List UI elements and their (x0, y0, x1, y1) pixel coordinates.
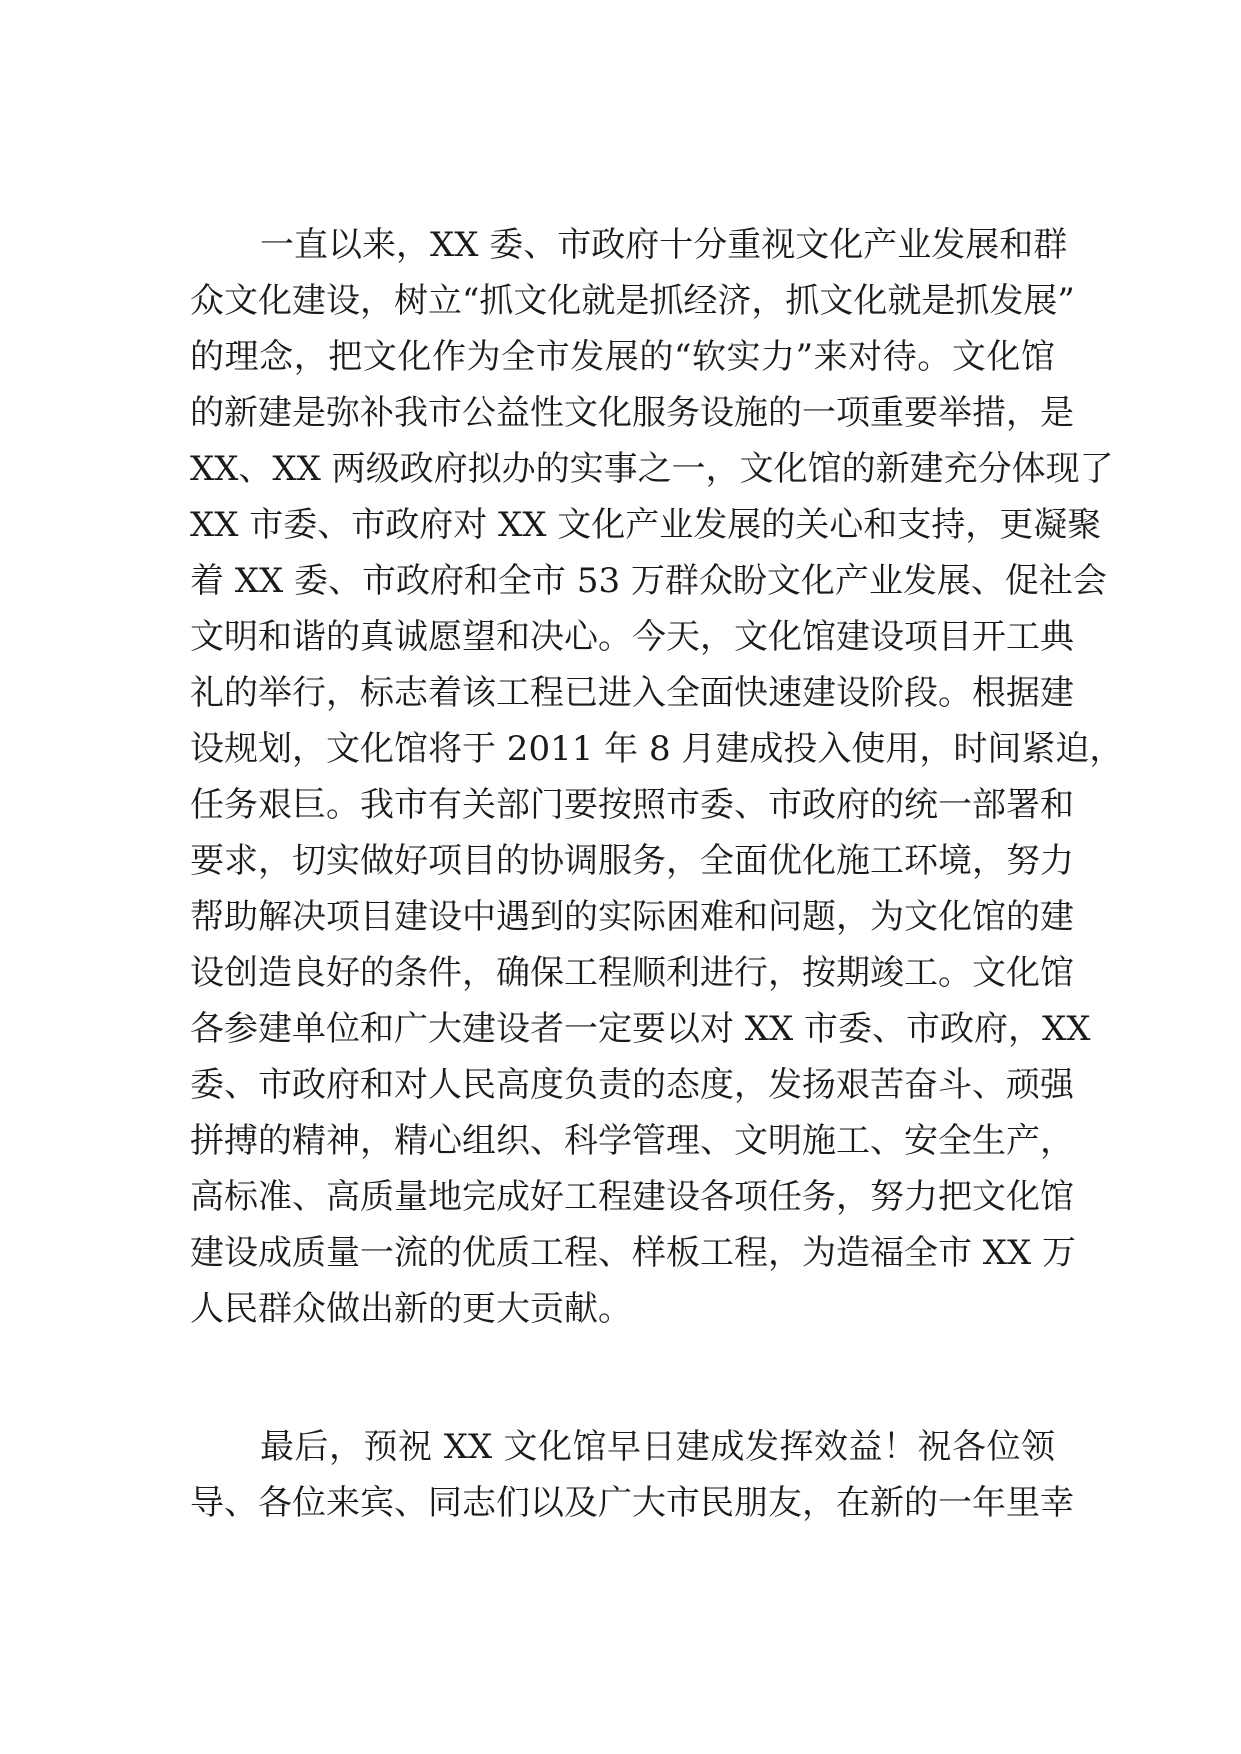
paragraph-1-line: 人民群众做出新的更大贡献。 (190, 1289, 632, 1329)
paragraph-2-line: 导、各位来宾、同志们以及广大市民朋友，在新的一年里幸 (190, 1483, 1074, 1523)
paragraph-1-line: 建设成质量一流的优质工程、样板工程，为造福全市 XX 万 (190, 1233, 1077, 1273)
paragraph-1-line: 设创造良好的条件，确保工程顺利进行，按期竣工。文化馆 (190, 953, 1074, 993)
paragraph-1-line: 着 XX 委、市政府和全市 53 万群众盼文化产业发展、促社会 (190, 561, 1107, 601)
paragraph-1-line: 委、市政府和对人民高度负责的态度，发扬艰苦奋斗、顽强 (190, 1065, 1074, 1105)
paragraph-1-line: 的新建是弥补我市公益性文化服务设施的一项重要举措，是 (190, 393, 1074, 433)
paragraph-1-line: 帮助解决项目建设中遇到的实际困难和问题，为文化馆的建 (190, 897, 1074, 937)
paragraph-1-line: 设规划，文化馆将于 2011 年 8 月建成投入使用，时间紧迫， (190, 729, 1124, 769)
paragraph-1-line: 的理念，把文化作为全市发展的“软实力”来对待。文化馆 (190, 337, 1055, 377)
paragraph-1-line: 各参建单位和广大建设者一定要以对 XX 市委、市政府，XX (190, 1009, 1091, 1049)
paragraph-1-line: XX、XX 两级政府拟办的实事之一，文化馆的新建充分体现了 (190, 449, 1114, 489)
paragraph-1-line: 拼搏的精神，精心组织、科学管理、文明施工、安全生产， (190, 1121, 1074, 1161)
paragraph-1-line: 任务艰巨。我市有关部门要按照市委、市政府的统一部署和 (190, 785, 1074, 825)
paragraph-1-line: 礼的举行，标志着该工程已进入全面快速建设阶段。根据建 (190, 673, 1074, 713)
paragraph-1-line: XX 市委、市政府对 XX 文化产业发展的关心和支持，更凝聚 (190, 505, 1102, 545)
paragraph-1-line: 一直以来，XX 委、市政府十分重视文化产业发展和群 (260, 225, 1068, 265)
paragraph-1-line: 高标准、高质量地完成好工程建设各项任务，努力把文化馆 (190, 1177, 1074, 1217)
paragraph-1-line: 众文化建设，树立“抓文化就是抓经济，抓文化就是抓发展” (190, 281, 1075, 321)
paragraph-1-line: 文明和谐的真诚愿望和决心。今天，文化馆建设项目开工典 (190, 617, 1074, 657)
paragraph-2-line: 最后，预祝 XX 文化馆早日建成发挥效益！祝各位领 (260, 1427, 1055, 1467)
paragraph-1-line: 要求，切实做好项目的协调服务，全面优化施工环境，努力 (190, 841, 1074, 881)
